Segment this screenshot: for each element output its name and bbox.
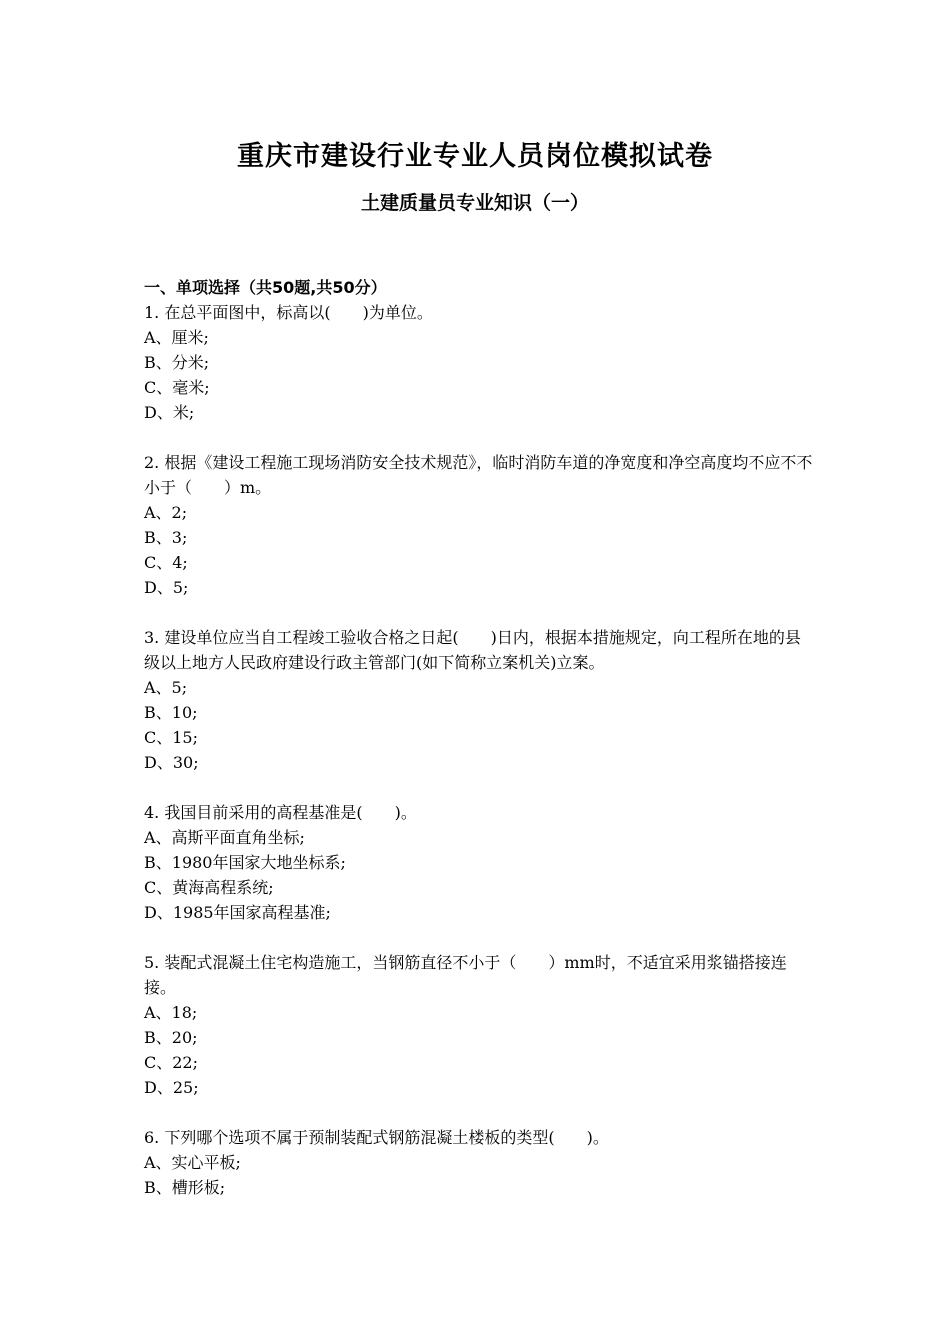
option-b: B、分米; bbox=[144, 353, 210, 372]
option-b: B、3; bbox=[144, 528, 188, 547]
exam-content bbox=[144, 275, 814, 1200]
question-4 bbox=[144, 800, 814, 925]
section-heading: 一、单项选择（共50题,共50分） bbox=[144, 278, 387, 297]
question-stem: 3. 建设单位应当自工程竣工验收合格之日起( )日内，根据本措施规定，向工程所在地的县级以上地方人民政府建设行政主管部门(如下简称立案机关)立案。 bbox=[144, 628, 801, 672]
option-b: B、10; bbox=[144, 703, 198, 722]
question-stem: 4. 我国目前采用的高程基准是( )。 bbox=[144, 803, 417, 822]
option-a: A、高斯平面直角坐标; bbox=[144, 828, 305, 847]
option-c: C、15; bbox=[144, 728, 198, 747]
option-a: A、实心平板; bbox=[144, 1153, 241, 1172]
option-d: D、5; bbox=[144, 578, 189, 597]
option-d: D、25; bbox=[144, 1078, 199, 1097]
option-a: A、18; bbox=[144, 1003, 198, 1022]
option-c: C、黄海高程系统; bbox=[144, 878, 274, 897]
question-stem: 2. 根据《建设工程施工现场消防安全技术规范》，临时消防车道的净宽度和净空高度均不应不不小于（ ）m。 bbox=[144, 453, 813, 497]
question-5 bbox=[144, 950, 814, 1100]
option-c: C、22; bbox=[144, 1053, 198, 1072]
option-a: A、2; bbox=[144, 503, 188, 522]
option-d: D、1985年国家高程基准; bbox=[144, 903, 331, 922]
question-stem: 1. 在总平面图中，标高以( )为单位。 bbox=[144, 303, 433, 322]
option-c: C、毫米; bbox=[144, 378, 210, 397]
option-b: B、20; bbox=[144, 1028, 198, 1047]
option-b: B、1980年国家大地坐标系; bbox=[144, 853, 346, 872]
option-b: B、槽形板; bbox=[144, 1178, 226, 1197]
document-subtitle: 土建质量员专业知识（一） bbox=[360, 192, 589, 214]
question-stem: 5. 装配式混凝土住宅构造施工，当钢筋直径不小于（ ）mm时，不适宜采用浆锚搭接连接。 bbox=[144, 953, 787, 997]
question-6 bbox=[144, 1125, 814, 1200]
question-3 bbox=[144, 625, 814, 775]
option-a: A、厘米; bbox=[144, 328, 209, 347]
document-title: 重庆市建设行业专业人员岗位模拟试卷 bbox=[237, 141, 713, 172]
question-2 bbox=[144, 450, 814, 600]
question-1 bbox=[144, 300, 814, 425]
option-a: A、5; bbox=[144, 678, 188, 697]
option-c: C、4; bbox=[144, 553, 188, 572]
option-d: D、30; bbox=[144, 753, 199, 772]
question-stem: 6. 下列哪个选项不属于预制装配式钢筋混凝土楼板的类型( )。 bbox=[144, 1128, 609, 1147]
option-d: D、米; bbox=[144, 403, 195, 422]
